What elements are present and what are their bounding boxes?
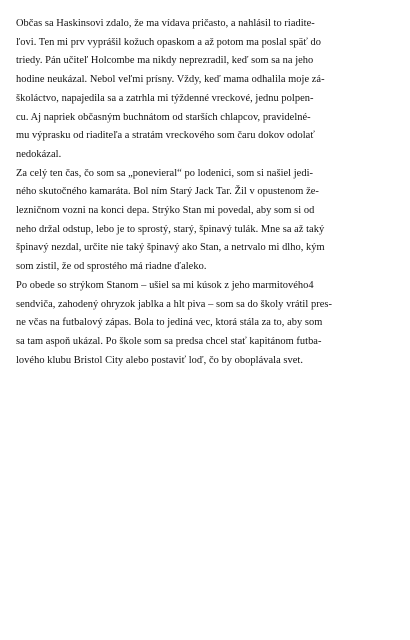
body-text xyxy=(16,15,396,370)
text-line: som zistil, že od sprostého má riadne ďaleko. xyxy=(16,261,207,273)
text-line: hodine neukázal. Nebol veľmi prísny. Vždy, keď mama odhalila moje zá- xyxy=(16,74,325,86)
text-line: školáctvo, napajedila sa a zatrhla mi týždenné vreckové, jednu polpen- xyxy=(16,92,314,104)
text-line: neho držal odstup, lebo je to sprostý, starý, špinavý tulák. Mne sa až taký xyxy=(16,223,325,235)
text-line: ného skutočného kamaráta. Bol ním Starý Jack Tar. Žil v opustenom že- xyxy=(16,186,319,198)
text-line: sa tam aspoň ukázal. Po škole som sa predsa chcel stať kapitánom futba- xyxy=(16,335,322,347)
text-line: nedokázal. xyxy=(16,148,62,160)
text-line: ľovi. Ten mi prv vyprášil kožuch opaskom a až potom ma poslal späť do xyxy=(16,36,321,48)
text-line: sendviča, zahodený ohryzok jablka a hlt piva – som sa do školy vrátil pres- xyxy=(16,298,332,310)
text-line: ne včas na futbalový zápas. Bola to jediná vec, ktorá stála za to, aby som xyxy=(16,317,323,329)
text-line: cu. Aj napriek občasným buchnátom od starších chlapcov, pravidelné- xyxy=(16,111,311,123)
text-line: Za celý ten čas, čo som sa „ponevieral“ po lodenici, som si našiel jedi- xyxy=(16,167,314,179)
text-line: Občas sa Haskinsovi zdalo, že ma vídava pričasto, a nahlásil to riadite- xyxy=(16,18,315,29)
text-line: lového klubu Bristol City alebo postaviť loď, čo by oboplávala svet. xyxy=(16,354,303,366)
text-line: špinavý nezdal, určite nie taký špinavý ako Stan, a netrvalo mi dlho, kým xyxy=(16,242,325,254)
text-line: triedy. Pán učiteľ Holcombe ma nikdy neprezradil, keď som sa na jeho xyxy=(16,55,314,67)
text-line: lezničnom vozni na konci depa. Strýko Stan mi povedal, aby som si od xyxy=(16,205,315,217)
text-line: mu výprasku od riaditeľa a stratám vreckového som čaru dokov odolať xyxy=(16,130,315,142)
text-line: Po obede so strýkom Stanom – ušiel sa mi kúsok z jeho marmitového4 xyxy=(16,279,314,291)
